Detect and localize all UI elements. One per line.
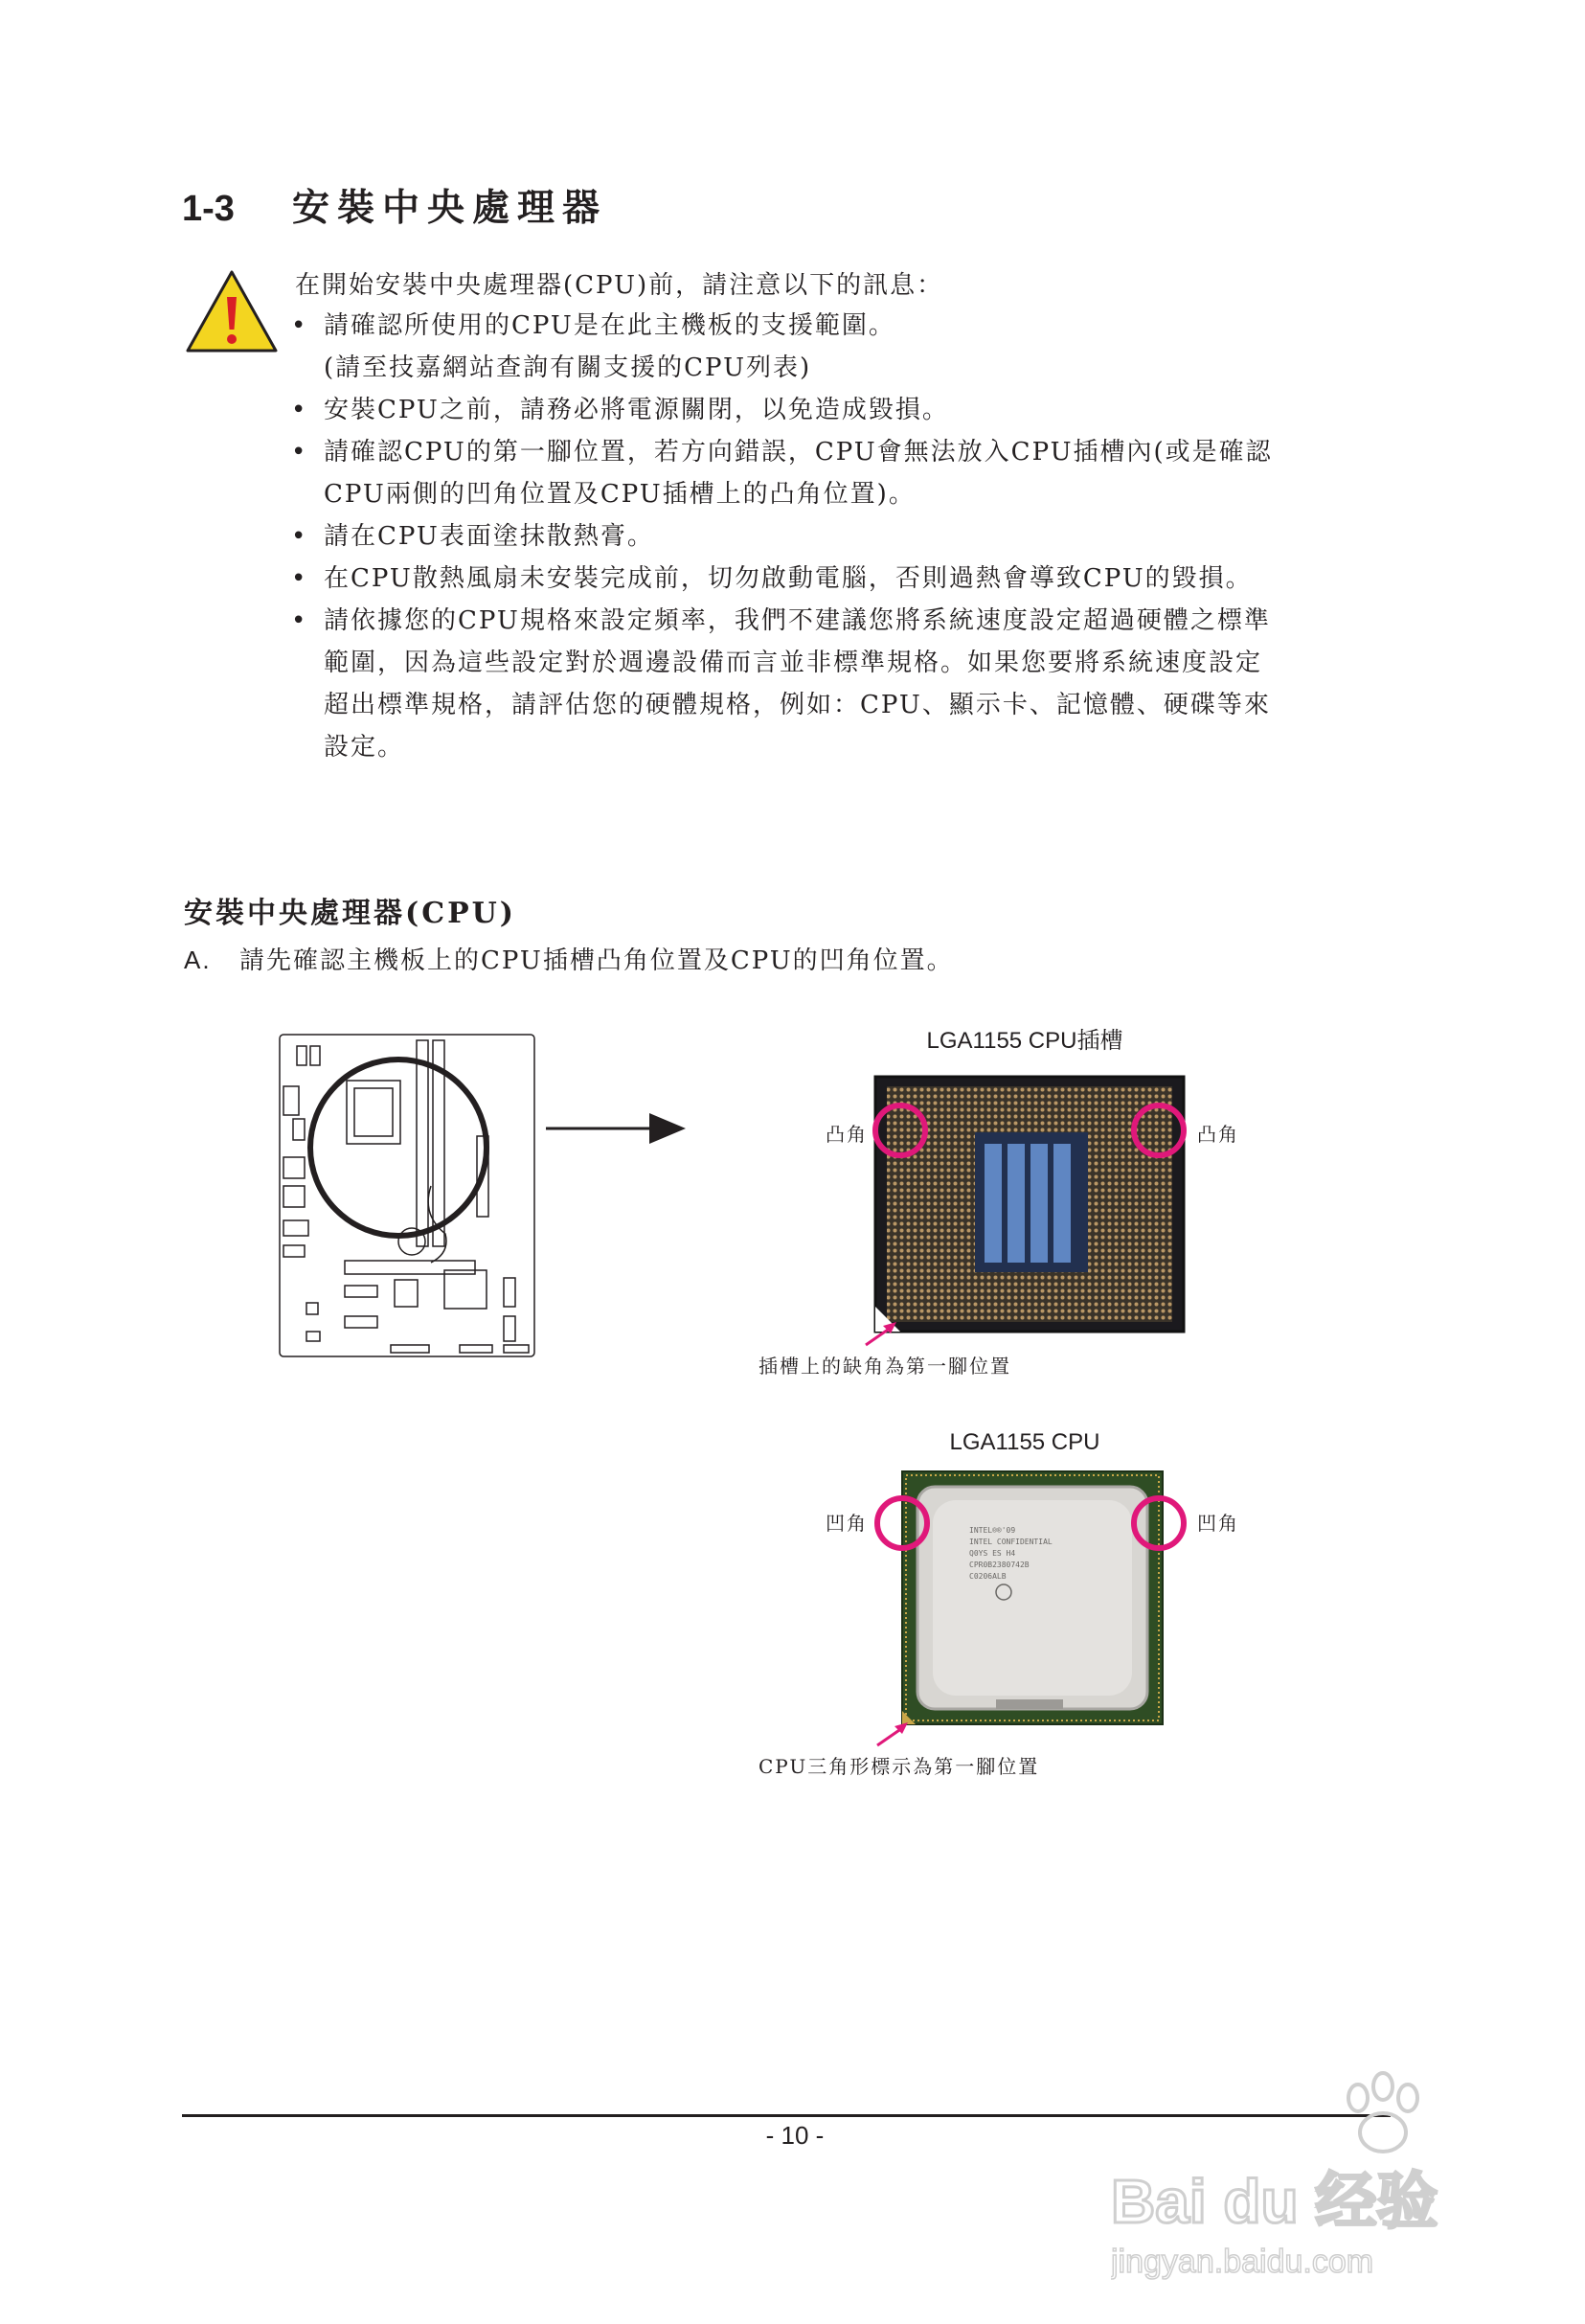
bullet-dot: • [291, 522, 308, 551]
warning-item-line: 請確認所使用的CPU是在此主機板的支援範圍。 [324, 311, 895, 340]
warning-item-line: (請至技嘉網站查詢有關支援的CPU列表) [324, 353, 812, 382]
cpu-left-label: 凹角 [826, 1512, 868, 1535]
section-title-text: 安裝中央處理器 [292, 186, 608, 230]
bullet-dot: • [291, 311, 308, 340]
warning-item-line: 安裝CPU之前，請務必將電源關閉，以免造成毀損。 [324, 396, 949, 424]
warning-item-line: 請確認CPU的第一腳位置，若方向錯誤，CPU會無法放入CPU插槽內(或是確認 [324, 438, 1273, 467]
warning-item-line: 請在CPU表面塗抹散熱膏。 [324, 522, 654, 551]
warning-item [285, 558, 1396, 600]
step-a [184, 941, 954, 976]
warning-item-line: 請依據您的CPU規格來設定頻率，我們不建議您將系統速度設定超過硬體之標準 [324, 606, 1271, 635]
watermark-url: jingyan.baidu.com [1111, 2244, 1374, 2280]
section-number: 1-3 [182, 189, 235, 229]
bullet-dot: • [291, 606, 308, 635]
section-title [182, 178, 607, 236]
bullet-dot: • [291, 438, 308, 467]
socket-right-label: 凸角 [1197, 1123, 1239, 1146]
warning-intro: 在開始安裝中央處理器(CPU)前，請注意以下的訊息： [295, 271, 944, 300]
bullet-dot: • [291, 396, 308, 424]
cpu-image [872, 1464, 1188, 1732]
warning-item [285, 515, 1396, 558]
page-number: - 10 - [765, 2121, 825, 2150]
socket-note: 插槽上的缺角為第一腳位置 [759, 1355, 1011, 1378]
cpu-note: CPU三角形標示為第一腳位置 [759, 1755, 1040, 1778]
warning-list [285, 305, 1396, 768]
cpu-marking-line: INTEL®®'09 [969, 1526, 1016, 1535]
step-a-label: A. [184, 946, 212, 974]
cpu-right-label: 凹角 [1197, 1512, 1239, 1535]
step-a-text: 請先確認主機板上的CPU插槽凸角位置及CPU的凹角位置。 [239, 946, 954, 975]
arrow-right-icon [546, 1109, 690, 1148]
warning-triangle-icon [184, 268, 280, 356]
motherboard-diagram [278, 1033, 536, 1358]
warning-item-line: 設定。 [324, 733, 405, 762]
pin1-pointer-icon [862, 1320, 900, 1349]
warning-item-line: CPU兩側的凹角位置及CPU插槽上的凸角位置)。 [324, 480, 916, 509]
warning-item-line: 超出標準規格，請評估您的硬體規格，例如：CPU、顯示卡、記憶體、硬碟等來 [324, 691, 1271, 719]
cpu-title: LGA1155 CPU [949, 1429, 1100, 1455]
cpu-marking-line: CPR0B2380742B [969, 1561, 1030, 1569]
socket-left-label: 凸角 [826, 1123, 868, 1146]
warning-item [285, 389, 1396, 431]
cpu-marking-line: C0206ALB [969, 1572, 1007, 1581]
cpu-socket-image [872, 1073, 1188, 1336]
socket-title: LGA1155 CPU插槽 [926, 1028, 1123, 1054]
warning-item [285, 600, 1396, 768]
install-heading: 安裝中央處理器(CPU) [184, 897, 516, 930]
watermark-brand: Bai du 经验 [1111, 2167, 1438, 2236]
warning-item-line: 範圍，因為這些設定對於週邊設備而言並非標準規格。如果您要將系統速度設定 [324, 649, 1263, 677]
bullet-dot: • [291, 564, 308, 593]
warning-item [285, 431, 1396, 515]
warning-item-line: 在CPU散熱風扇未安裝完成前，切勿啟動電腦，否則過熱會導致CPU的毀損。 [324, 564, 1253, 593]
baidu-jingyan-watermark [1111, 2060, 1494, 2290]
warning-item [285, 305, 1396, 389]
cpu-marking-line: Q0YS ES H4 [969, 1549, 1016, 1558]
cpu-pin1-pointer-icon [873, 1720, 912, 1749]
cpu-marking-line: INTEL CONFIDENTIAL [969, 1538, 1053, 1546]
